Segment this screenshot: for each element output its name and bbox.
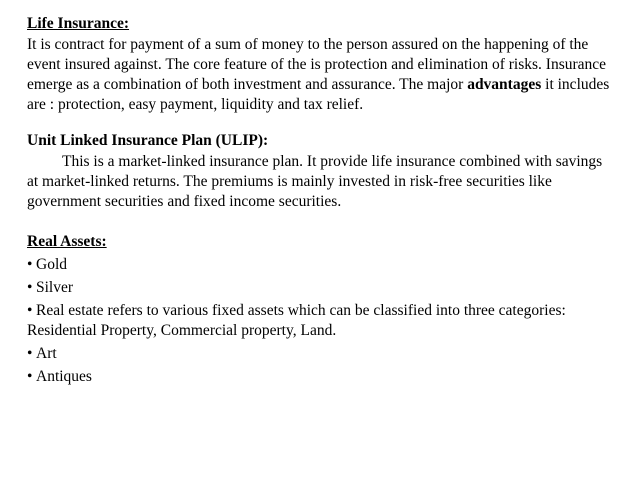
bullet-icon: • [27,345,33,362]
bullet-icon: • [27,279,33,296]
list-item-label: Gold [36,256,67,273]
life-insurance-text-1: It is contract for payment of a sum of money to the person assured on the happening of the event insured against. The core feature of the is protection and elimination of risks. Insurance emerge as a combination of both investment and assurance. The major [27,36,607,93]
real-assets-list [27,255,617,387]
list-item-label: Silver [36,279,74,296]
real-assets-heading: Real Assets: [27,233,107,250]
list-item-label: Real estate refers to various fixed assets which can be classified into three categories: Residential Property, Commercial property, Land. [27,302,566,339]
list-item-art [27,344,617,364]
ulip-paragraph [27,152,617,212]
list-item-antiques [27,367,617,387]
bullet-icon: • [27,302,33,319]
ulip-text: This is a market-linked insurance plan. It provide life insurance combined with savings at market-linked returns. The premiums is mainly invested in risk-free securities like government securities and fixed income securities. [27,153,603,210]
ulip-heading: Unit Linked Insurance Plan (ULIP): [27,132,269,149]
life-insurance-text-2: it includes are : protection, easy payment, liquidity and tax relief. [27,76,610,113]
list-item-silver [27,278,617,298]
advantages-bold-text: advantages [467,76,542,93]
bullet-icon: • [27,256,33,273]
life-insurance-paragraph [27,35,617,115]
bullet-icon: • [27,368,33,385]
list-item-label: Antiques [36,368,92,385]
list-item-real-estate [27,301,617,341]
list-item-label: Art [36,345,57,362]
life-insurance-heading: Life Insurance: [27,15,130,32]
list-item-gold [27,255,617,275]
slide-content [27,14,617,390]
